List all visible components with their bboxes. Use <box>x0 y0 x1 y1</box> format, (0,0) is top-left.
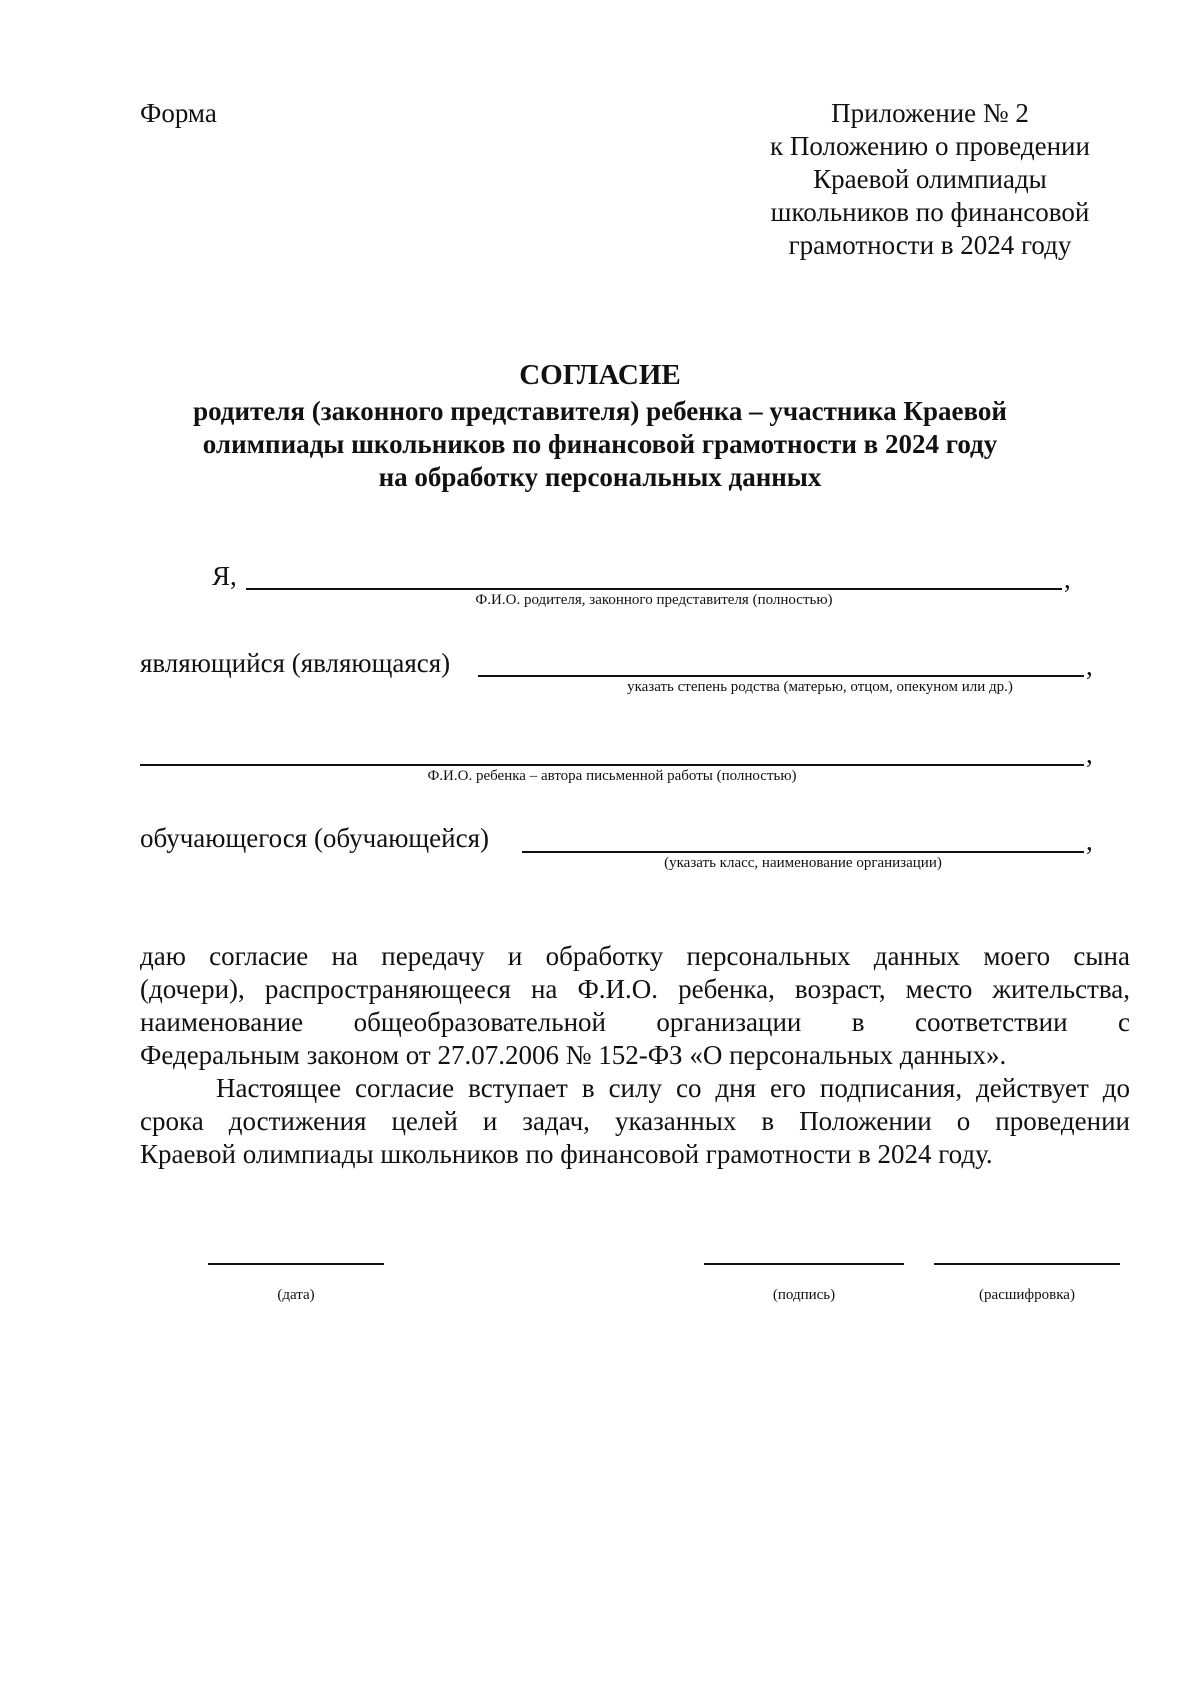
school-caption: (указать класс, наименование организации) <box>664 855 942 871</box>
subtitle-line: родителя (законного представителя) ребенка – участника Краевой <box>193 396 1007 426</box>
child-name-field[interactable] <box>140 764 1084 766</box>
subtitle-line: олимпиады школьников по финансовой грамотности в 2024 году <box>202 429 998 459</box>
decoding-field[interactable] <box>934 1263 1120 1265</box>
body-line: срока достижения целей и задач, указанных в Положении о проведении <box>140 1106 1130 1136</box>
appendix-line: к Положению о проведении <box>770 131 1090 161</box>
body-word: с <box>1117 1007 1130 1037</box>
field-comma: , <box>1086 826 1093 856</box>
consent-body <box>140 940 1130 1171</box>
parent-prefix: Я, <box>212 561 237 591</box>
child-name-caption: Ф.И.О. ребенка – автора письменной работы (полностью) <box>427 768 797 784</box>
date-field[interactable] <box>208 1263 384 1265</box>
appendix-line: Краевой олимпиады <box>813 164 1047 194</box>
school-prefix: обучающегося (обучающейся) <box>140 823 489 853</box>
field-comma: , <box>1086 651 1093 681</box>
body-word: организации <box>656 1007 802 1037</box>
subtitle-line: на обработку персональных данных <box>378 462 822 492</box>
body-line: Федеральным законом от 27.07.2006 № 152-ФЗ «О персональных данных». <box>140 1040 1007 1070</box>
body-word: в <box>851 1007 865 1037</box>
appendix-line: Приложение № 2 <box>831 98 1029 128</box>
field-comma: , <box>1086 739 1093 769</box>
body-line: даю согласие на передачу и обработку персональных данных моего сына <box>140 941 1130 971</box>
decoding-caption: (расшифровка) <box>979 1287 1075 1303</box>
date-caption: (дата) <box>277 1287 315 1303</box>
field-comma: , <box>1064 564 1071 594</box>
relation-caption: указать степень родства (матерью, отцом, опекуном или др.) <box>627 679 1013 695</box>
signature-caption: (подпись) <box>772 1287 836 1303</box>
body-word: наименование <box>140 1007 304 1037</box>
body-line: (дочери), распространяющееся на Ф.И.О. ребенка, возраст, место жительства, <box>140 974 1130 1004</box>
relation-field[interactable] <box>478 675 1084 677</box>
body-word: общеобразовательной <box>353 1007 606 1037</box>
appendix-line: школьников по финансовой <box>770 197 1090 227</box>
appendix-line: грамотности в 2024 году <box>788 230 1072 260</box>
body-line: Настоящее согласие вступает в силу со дня его подписания, действует до <box>216 1073 1130 1103</box>
body-word: соответствии <box>914 1007 1068 1037</box>
appendix-reference <box>740 97 1120 262</box>
parent-name-caption: Ф.И.О. родителя, законного представителя (полностью) <box>475 592 833 608</box>
parent-name-field[interactable] <box>246 588 1062 590</box>
document-title: СОГЛАСИЕ <box>519 359 681 391</box>
relation-prefix: являющийся (являющаяся) <box>140 648 451 678</box>
body-line: Краевой олимпиады школьников по финансовой грамотности в 2024 году. <box>140 1139 993 1169</box>
signature-field[interactable] <box>704 1263 904 1265</box>
body-line-justified <box>140 1006 1130 1039</box>
school-field[interactable] <box>522 851 1084 853</box>
document-subtitle <box>0 395 1200 494</box>
form-label: Форма <box>140 98 217 128</box>
